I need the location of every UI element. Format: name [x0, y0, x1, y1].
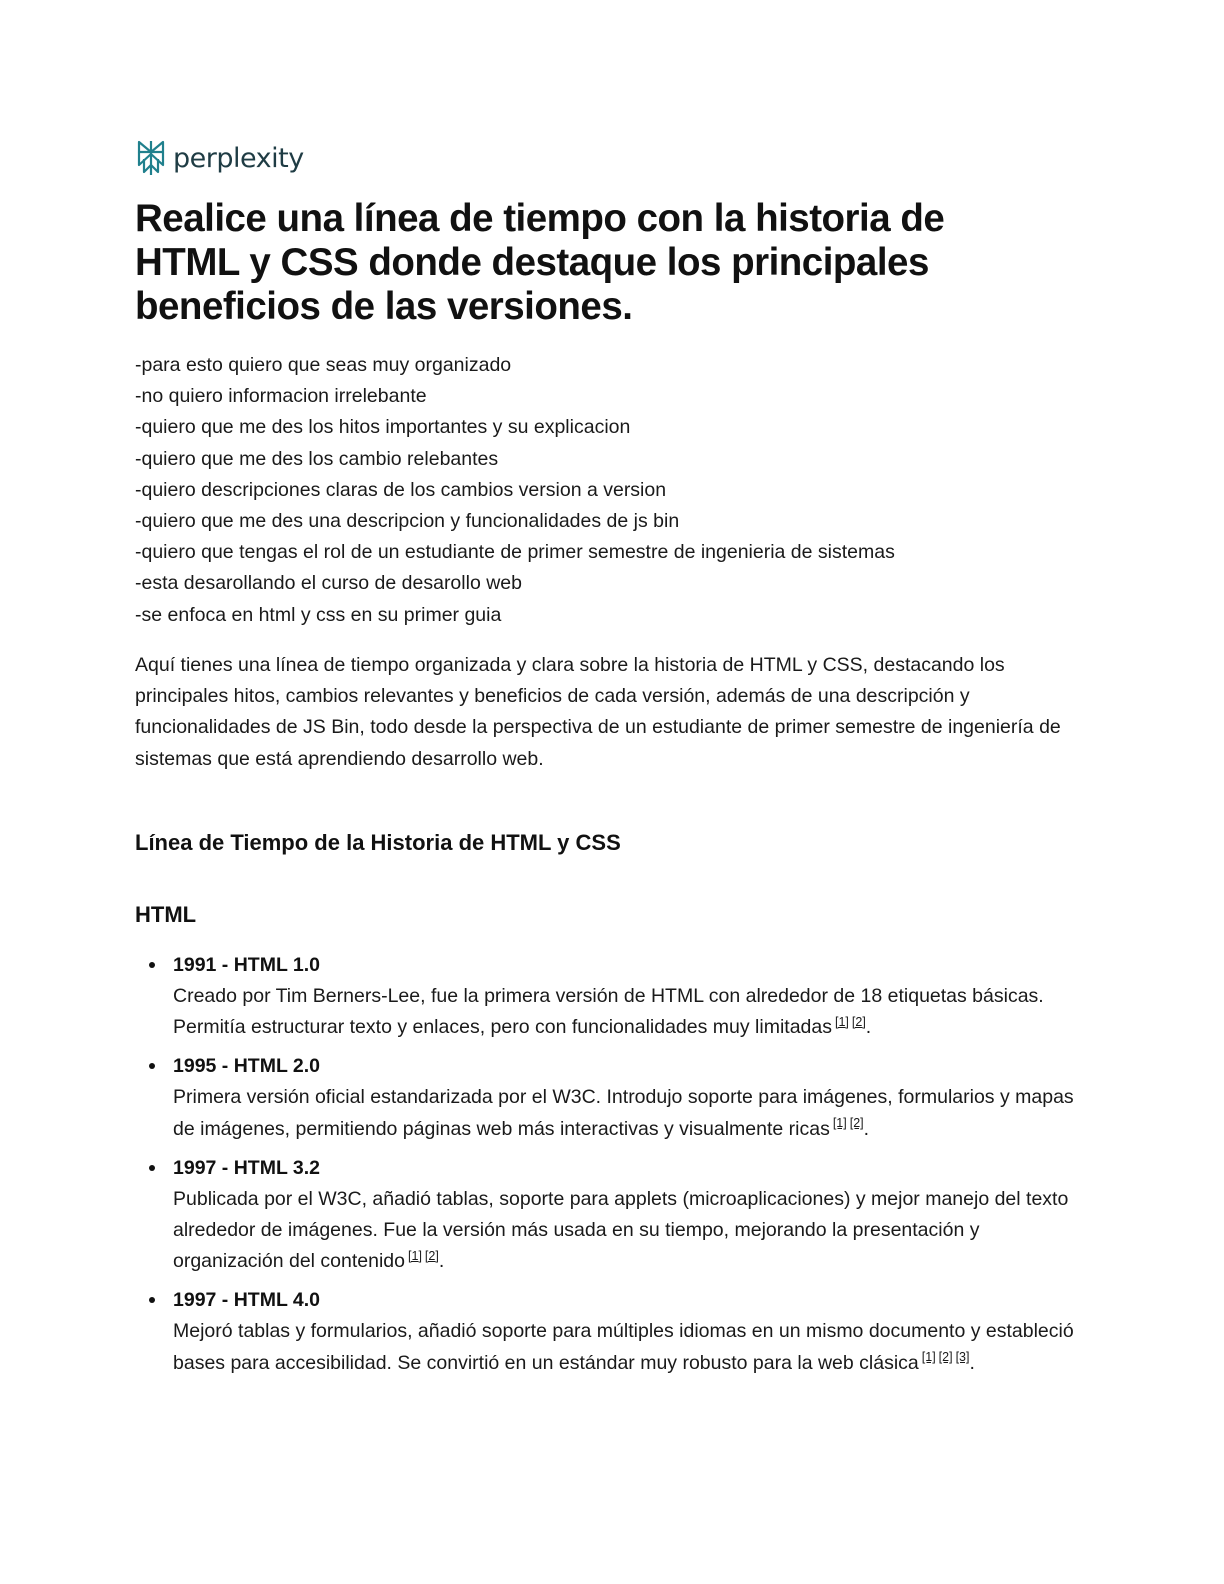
perplexity-logo-icon — [135, 139, 167, 177]
citation-link[interactable]: [2] — [851, 1014, 866, 1029]
citation-link[interactable]: [2] — [849, 1116, 864, 1131]
citation-link[interactable]: [2] — [424, 1248, 439, 1263]
description-text: Publicada por el W3C, añadió tablas, soporte para applets (microaplicaciones) y mejor manejo del texto alrededor de imágenes. Fue la versión más usada en su tiempo, mejorando la presentación y organización del contenido — [173, 1187, 1069, 1273]
prompt-line: -no quiero informacion irrelebante — [135, 385, 427, 408]
description-text: Primera versión oficial estandarizada por el W3C. Introdujo soporte para imágenes, formularios y mapas de imágenes, permitiendo páginas web más interactivas y visualmente ricas — [173, 1086, 1074, 1140]
citation-link[interactable]: [3] — [955, 1350, 970, 1365]
description-text: Mejoró tablas y formularios, añadió soporte para múltiples idiomas en un mismo documento y estableció bases para accesibilidad. Se convirtió en un estándar muy robusto para la web clásica — [173, 1320, 1074, 1374]
bullet-icon — [149, 1165, 155, 1171]
page-title: Realice una línea de tiempo con la historia de HTML y CSS donde destaque los principales beneficios de las versiones. — [135, 197, 945, 328]
sentence-end: . — [863, 1117, 870, 1140]
timeline-item — [135, 1051, 1085, 1144]
intro-paragraph: Aquí tienes una línea de tiempo organizada y clara sobre la historia de HTML y CSS, destacando los principales hitos, cambios relevantes y beneficios de cada versión, además de una descripción y funcionalidades de JS Bin, todo desde la perspectiva de un estudiante de primer semestre de ingeniería de sistemas que está aprendiendo desarrollo web. — [135, 654, 1061, 770]
timeline-item-description — [173, 1082, 1085, 1144]
bullet-icon — [149, 1297, 155, 1303]
sentence-end: . — [438, 1250, 445, 1273]
timeline-item-title: 1997 - HTML 3.2 — [173, 1156, 321, 1179]
prompt-line: -quiero descripciones claras de los cambios version a version — [135, 478, 667, 501]
brand-name: perplexity — [173, 142, 304, 174]
prompt-line: -quiero que me des los cambio relebantes — [135, 447, 499, 470]
citation-link[interactable]: [1] — [834, 1014, 849, 1029]
subsection-title: HTML — [135, 902, 197, 927]
section-title: Línea de Tiempo de la Historia de HTML y CSS — [135, 830, 621, 855]
prompt-list — [135, 350, 895, 631]
timeline-item-description — [173, 981, 1085, 1043]
prompt-line: -quiero que me des una descripcion y funcionalidades de js bin — [135, 510, 680, 533]
bullet-icon — [149, 1063, 155, 1069]
timeline-item-description — [173, 1316, 1085, 1378]
timeline-list — [135, 950, 1085, 1387]
sentence-end: . — [865, 1016, 872, 1039]
citation-link[interactable]: [1] — [408, 1248, 422, 1263]
prompt-line: -quiero que me des los hitos importantes y su explicacion — [135, 416, 631, 439]
timeline-item — [135, 1285, 1085, 1378]
timeline-item — [135, 950, 1085, 1043]
prompt-line: -esta desarollando el curso de desarollo web — [135, 572, 522, 595]
citation-link[interactable]: [1] — [832, 1116, 847, 1131]
timeline-item-title: 1997 - HTML 4.0 — [173, 1289, 321, 1312]
prompt-line: -para esto quiero que seas muy organizado — [135, 354, 512, 376]
bullet-icon — [149, 962, 155, 968]
brand-logo — [135, 138, 304, 178]
citation-link[interactable]: [2] — [938, 1350, 953, 1365]
timeline-item — [135, 1153, 1085, 1278]
timeline-item-title: 1991 - HTML 1.0 — [173, 954, 321, 976]
prompt-line: -quiero que tengas el rol de un estudiante de primer semestre de ingenieria de sistemas — [135, 541, 895, 564]
prompt-line: -se enfoca en html y css en su primer guia — [135, 603, 502, 626]
description-text: Creado por Tim Berners-Lee, fue la primera versión de HTML con alrededor de 18 etiquetas básicas. Permitía estructurar texto y enlaces, pero con funcionalidades muy limitadas — [173, 985, 1044, 1039]
timeline-item-title: 1995 - HTML 2.0 — [173, 1055, 321, 1078]
timeline-item-description — [173, 1184, 1085, 1278]
sentence-end: . — [969, 1351, 975, 1374]
citation-link[interactable]: [1] — [921, 1350, 936, 1365]
